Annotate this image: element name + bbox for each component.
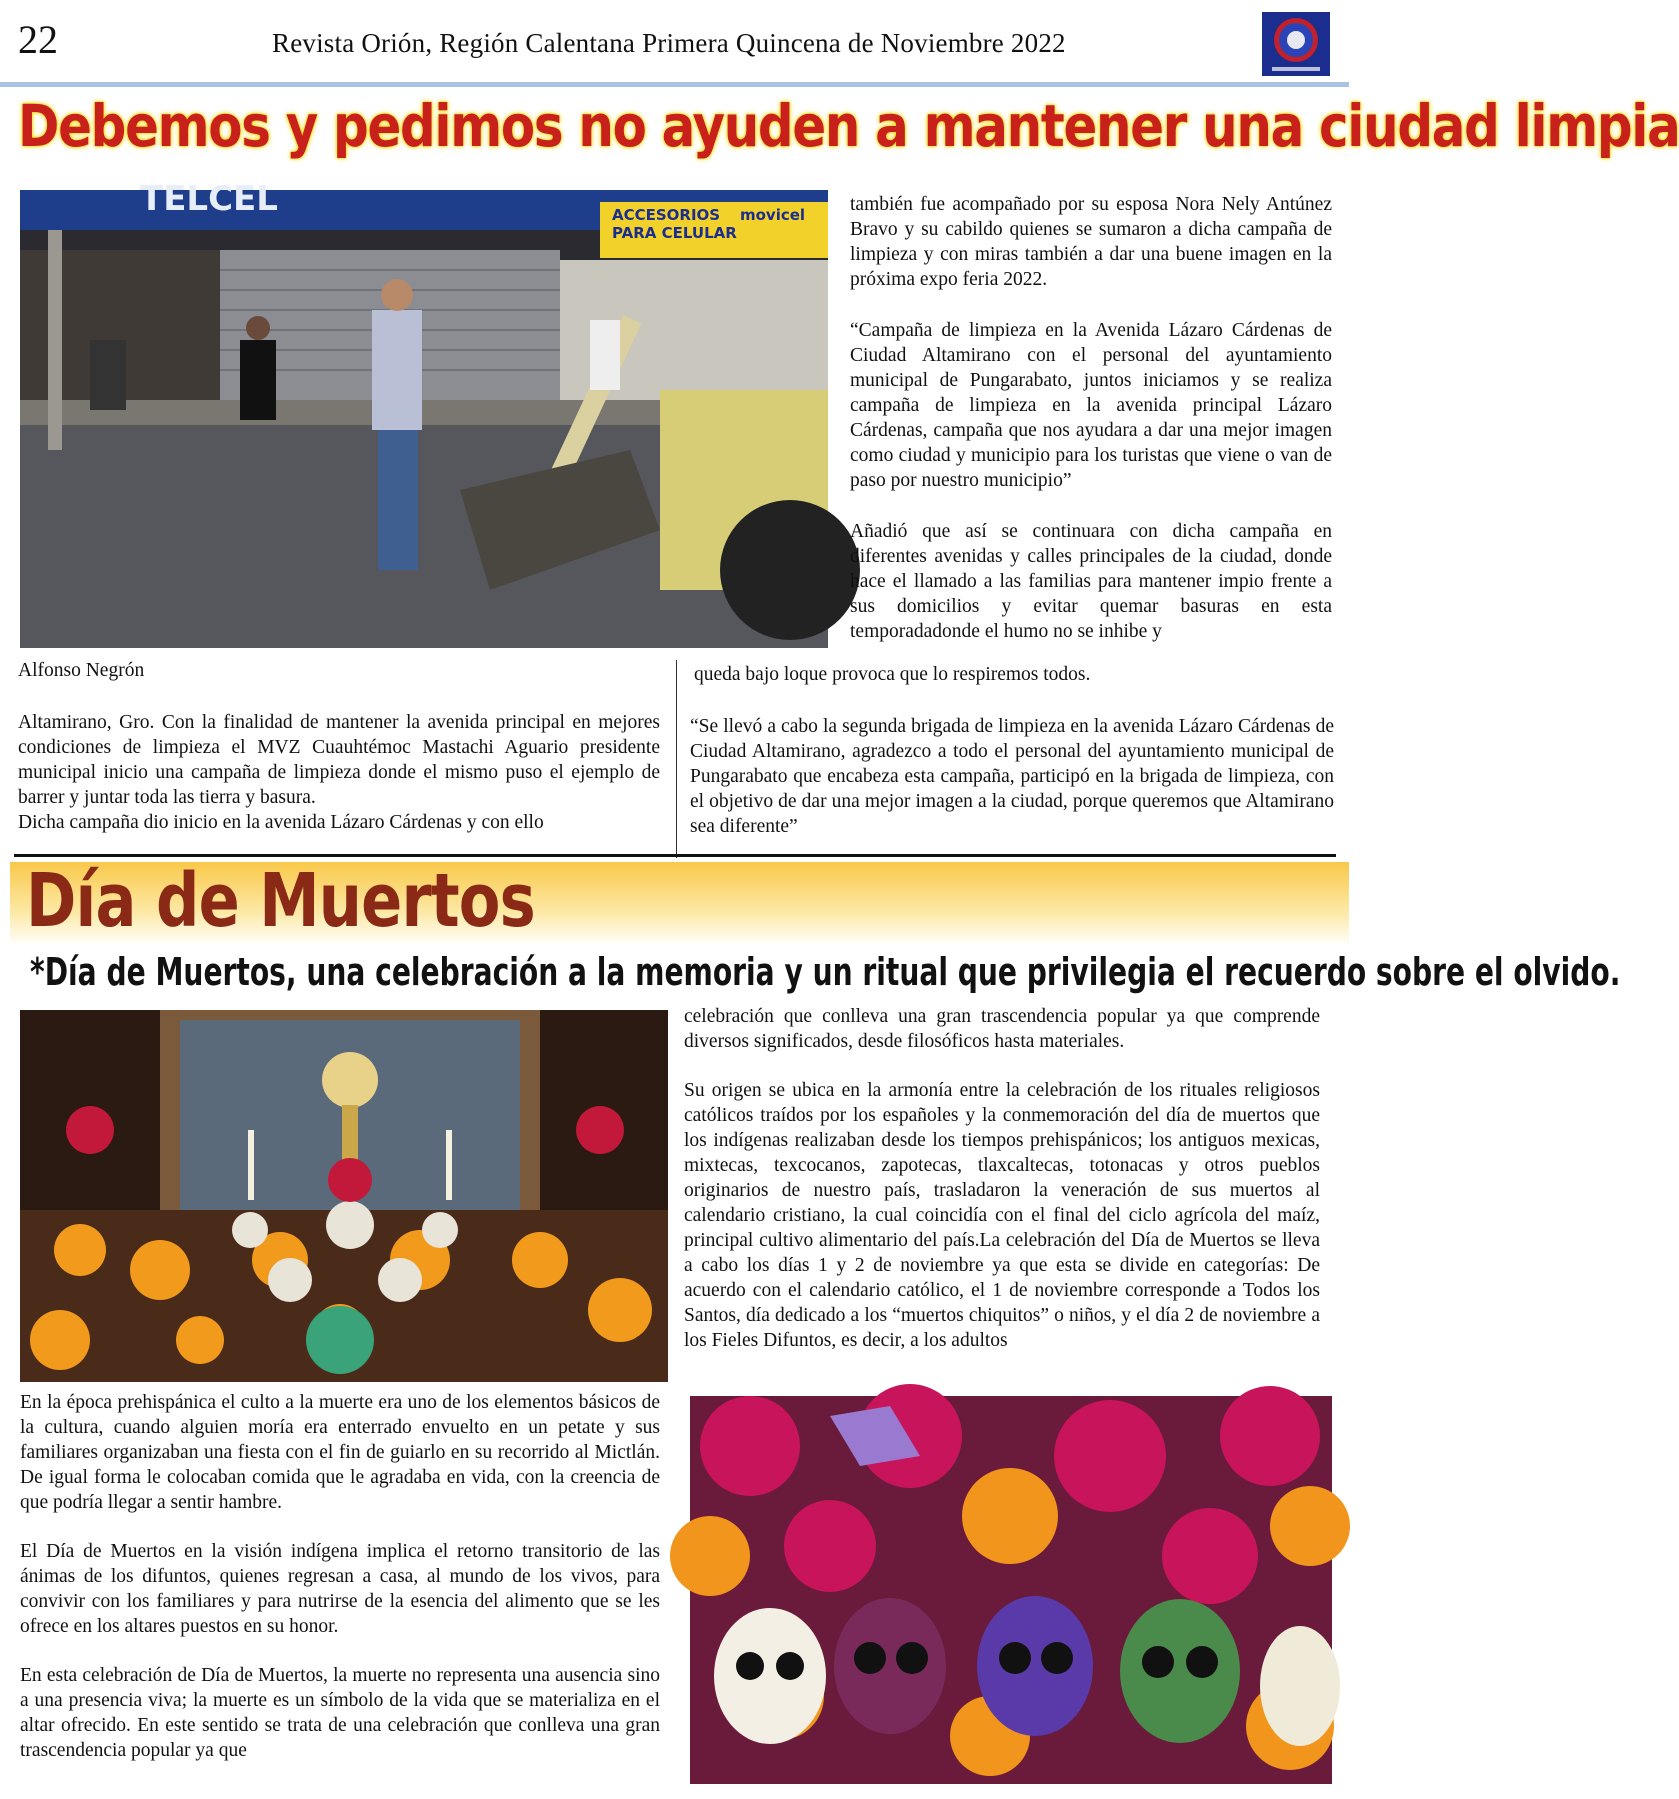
column-divider [676, 660, 677, 858]
article2-paragraph: En la época prehispánica el culto a la muerte era uno de los elementos básicos de la cultura, cuando alguien moría era enterrado envuelto en un petate y sus familiares organizaban una fiesta con el fin de guiarlo en su recorrido al Mictlán. De igual forma le colocaban comida que le agradaba en vida, con la creencia de que podría llegar a sentir hambre. [20, 1392, 660, 1513]
sign-telcel: TELCEL [140, 179, 278, 219]
article1-quote: “Se llevó a cabo la segunda brigada de limpieza en la avenida Lázaro Cárdenas de Ciudad Altamirano, agradezco a todo el personal del ayuntamiento municipal de Pungarabato que encabeza esta campaña, participó en la brigada de limpieza, con el objetivo de dar una mejor imagen a la ciudad, porque queremos que Altamirano sea diferente” [690, 716, 1334, 837]
cleanup-photo [20, 179, 828, 648]
section-rule [14, 854, 1336, 857]
article1-left-column [18, 710, 660, 835]
magazine-header-title: Revista Orión, Región Calentana Primera Quincena de Noviembre 2022 [272, 28, 1066, 58]
magazine-logo [1262, 12, 1330, 76]
article1-continuation: queda bajo loque provoca que lo respiremos todos. [694, 664, 1091, 685]
altar-photo [20, 1010, 668, 1382]
article1-right-column [850, 192, 1332, 644]
article1-paragraph: “Campaña de limpieza en la Avenida Lázaro Cárdenas de Ciudad Altamirano con el personal del ayuntamiento municipal de Pungarabato, juntos iniciamos y se realiza campaña de limpieza en la avenida principal Lázaro Cárdenas, campaña que nos ayudara a dar una mejor imagen como ciudad y municipio para los turistas que viene o van de paso por nuestro municipio” [850, 320, 1332, 491]
article1-paragraph: también fue acompañado por su esposa Nora Nely Antúnez Bravo y su cabildo quienes se sumaron a dicha campaña de limpieza y con miras también a dar una buene imagen en la próxima expo feria 2022. [850, 194, 1332, 290]
article1-paragraph: Dicha campaña dio inicio en la avenida Lázaro Cárdenas y con ello [18, 812, 544, 833]
section-title: Día de Muertos [26, 858, 535, 944]
header-rule [0, 82, 1349, 87]
section-subtitle: *Día de Muertos, una celebración a la memoria y un ritual que privilegia el recuerdo sobre el olvido. [30, 950, 1621, 994]
svg-text:PARA CELULAR: PARA CELULAR [612, 224, 737, 242]
article2-paragraph: celebración que conlleva una gran trascendencia popular ya que comprende diversos significados, desde filosóficos hasta materiales. [684, 1006, 1320, 1052]
page-number: 22 [18, 17, 58, 62]
article2-paragraph: Su origen se ubica en la armonía entre la celebración de los rituales religiosos católicos traídos por los españoles y la conmemoración del día de muertos que los indígenas realizaban desde los tiempos prehispánicos; los antiguos mexicas, mixtecas, texcocanos, zapotecas, tlaxcaltecas, totonacas y otros pueblos originarios de nuestro país, trasladaron la veneración de sus muertos al calendario cristiano, la cual coincidía con el final del ciclo agrícola del maíz, principal cultivo alimentario del país.La celebración del Día de Muertos se lleva a cabo los días 1 y 2 de noviembre ya que esta se divide en categorías: De acuerdo con el calendario católico, el 1 de noviembre corresponde a Todos los Santos, día dedicado a los “muertos chiquitos” o niños, y el día 2 de noviembre a los Fieles Difuntos, es decir, a los adultos [684, 1080, 1320, 1351]
article2-left-column [20, 1390, 660, 1763]
svg-text:ACCESORIOS: ACCESORIOS [612, 206, 721, 224]
article2-paragraph: El Día de Muertos en la visión indígena implica el retorno transitorio de las ánimas de los difuntos, quienes regresan a casa, al mundo de los vivos, para convivir con los familiares y para nutrirse de la esencia del alimento que se les ofrece en los altares puestos en su honor. [20, 1541, 660, 1637]
article2-right-column [684, 1004, 1320, 1353]
article1-paragraph: Altamirano, Gro. Con la finalidad de mantener la avenida principal en mejores condiciones de limpieza el MVZ Cuauhtémoc Mastachi Aguario presidente municipal inicio una campaña de limpieza donde el mismo puso el ejemplo de barrer y juntar toda las tierra y basura. [18, 712, 660, 808]
sugar-skulls-photo [690, 1396, 1332, 1784]
svg-text:movicel: movicel [740, 206, 806, 224]
photo-caption: Alfonso Negrón [18, 660, 145, 681]
article1-paragraph: Añadió que así se continuara con dicha campaña en diferentes avenidas y calles principales de la ciudad, donde hace el llamado a las familias para mantener impio frente a sus domicilios y evitar quemar basuras en esta temporadadonde el humo no se inhibe y [850, 521, 1332, 642]
article-headline: Debemos y pedimos no ayuden a mantener una ciudad limpia [18, 92, 1679, 160]
article2-paragraph: En esta celebración de Día de Muertos, la muerte no representa una ausencia sino a una presencia viva; la muerte es un símbolo de la vida que se materializa en el altar ofrecido. En este sentido se trata de una celebración que conlleva una gran trascendencia popular ya que [20, 1665, 660, 1761]
